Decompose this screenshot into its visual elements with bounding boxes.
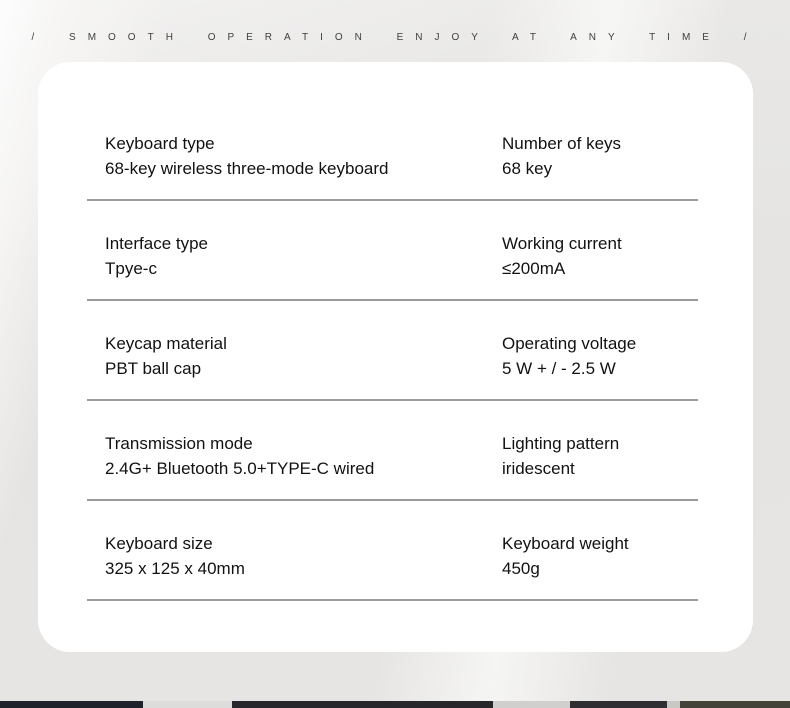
spec-label: Transmission mode <box>105 434 253 453</box>
spec-label: Keyboard size <box>105 534 213 553</box>
spec-cell <box>105 431 502 501</box>
spec-value: 68 key <box>502 159 553 178</box>
spec-cell <box>105 231 502 301</box>
spec-cell <box>502 431 753 501</box>
spec-value: 325 x 125 x 40mm <box>105 559 245 578</box>
spec-label: Interface type <box>105 234 209 253</box>
spec-cell <box>502 231 753 301</box>
spec-value: 450g <box>502 559 540 578</box>
spec-label: Keyboard type <box>105 134 215 153</box>
spec-row-keyboard-size <box>38 501 753 601</box>
spec-value: 5 W + / - 2.5 W <box>502 359 616 378</box>
spec-cell <box>502 331 753 401</box>
spec-row-keyboard-type <box>38 101 753 201</box>
spec-row-interface-type <box>38 201 753 301</box>
spec-cell <box>502 531 753 601</box>
spec-label: Number of keys <box>502 134 622 153</box>
spec-label: Keyboard weight <box>502 534 629 553</box>
spec-label: Operating voltage <box>502 334 637 353</box>
spec-label: Working current <box>502 234 622 253</box>
spec-card <box>38 62 753 652</box>
spec-value: ≤200mA <box>502 259 566 278</box>
spec-label: Lighting pattern <box>502 434 620 453</box>
row-divider <box>87 599 698 601</box>
spec-row-keycap-material <box>38 301 753 401</box>
spec-value: Tpye-c <box>105 259 157 278</box>
spec-row-transmission-mode <box>38 401 753 501</box>
bottom-crop-strip <box>0 701 790 708</box>
spec-value: 2.4G+ Bluetooth 5.0+TYPE-C wired <box>105 459 375 478</box>
spec-value: 68-key wireless three-mode keyboard <box>105 159 389 178</box>
spec-cell <box>105 331 502 401</box>
spec-label: Keycap material <box>105 334 227 353</box>
spec-cell <box>502 131 753 201</box>
spec-value: PBT ball cap <box>105 359 202 378</box>
spec-value: iridescent <box>502 459 575 478</box>
section-tagline: / SMOOTH OPERATION ENJOY AT ANY TIME / <box>31 32 759 43</box>
spec-cell <box>105 531 502 601</box>
spec-cell <box>105 131 502 201</box>
